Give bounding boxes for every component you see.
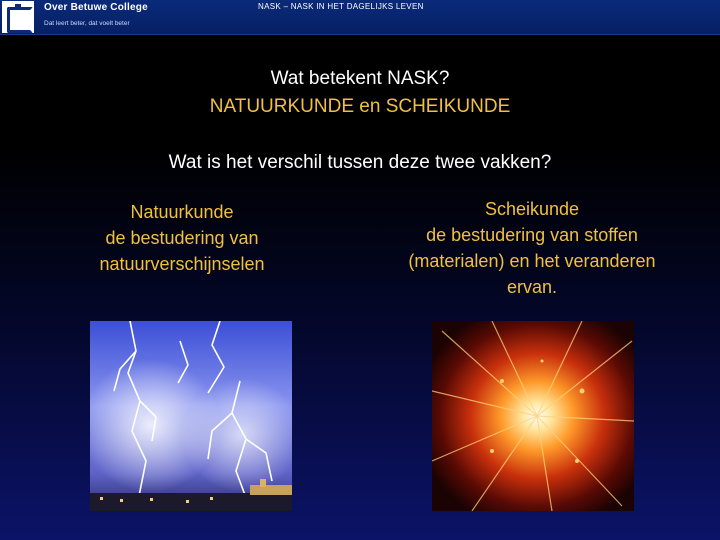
scheikunde-heading: Scheikunde <box>484 199 580 219</box>
scheikunde-line-1: de bestudering van stoffen <box>426 225 638 245</box>
slide-subtitle: NATUURKUNDE en SCHEIKUNDE <box>209 96 511 117</box>
natuurkunde-line-1: de bestudering van <box>105 228 259 248</box>
scheikunde-line-3: ervan. <box>506 277 558 297</box>
explosion-image <box>432 321 634 511</box>
school-tagline: Dat leert beter, dat voelt beter <box>44 20 130 27</box>
natuurkunde-line-2: natuurverschijnselen <box>99 254 265 274</box>
natuurkunde-column <box>62 199 302 277</box>
slide-title: Wat betekent NASK? <box>270 68 450 89</box>
slide-question: Wat is het verschil tussen deze twee vakken? <box>168 152 552 173</box>
scheikunde-column <box>372 196 692 300</box>
school-logo-icon <box>2 1 34 33</box>
header-caption: NASK – NASK IN HET DAGELIJKS LEVEN <box>258 2 424 11</box>
lightning-storm-image <box>90 321 292 511</box>
natuurkunde-heading: Natuurkunde <box>130 202 234 222</box>
school-name: Over Betuwe College <box>44 2 148 13</box>
scheikunde-line-2: (materialen) en het veranderen <box>408 251 656 271</box>
header-bar <box>0 0 720 35</box>
